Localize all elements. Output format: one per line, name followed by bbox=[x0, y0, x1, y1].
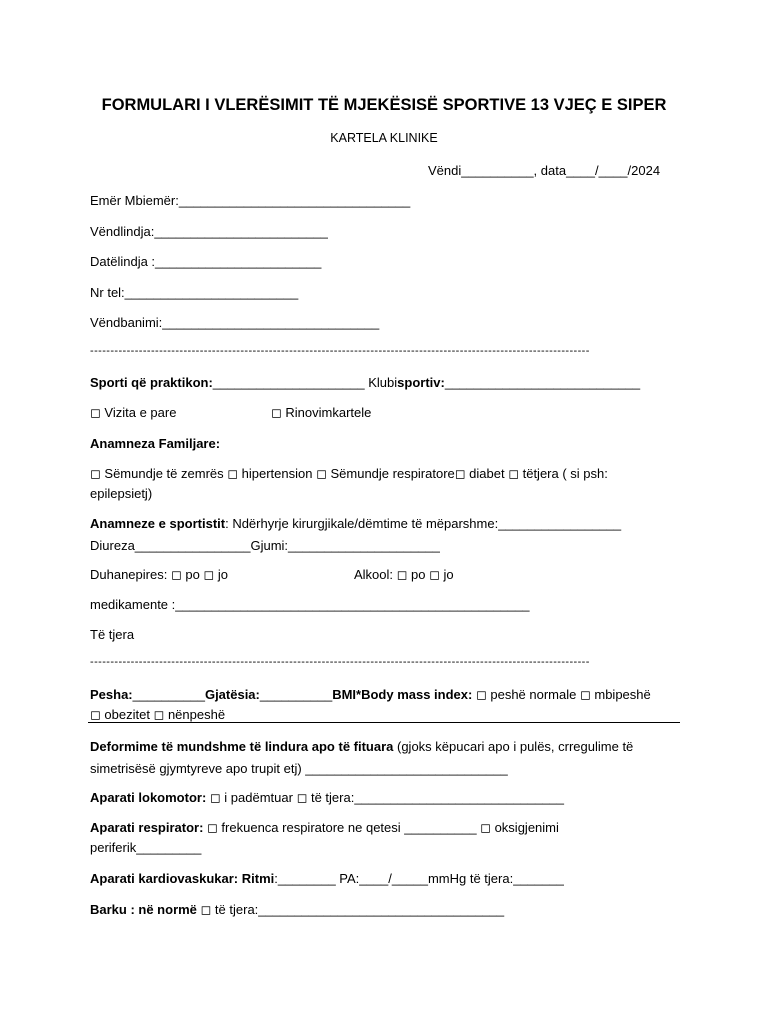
cardio-fields[interactable]: :________ PA:____/_____mmHg të tjera:_______ bbox=[274, 871, 564, 886]
respiratory-line bbox=[90, 819, 559, 836]
weight-blank[interactable]: __________ bbox=[132, 687, 205, 702]
locomotor-label: Aparati lokomotor: bbox=[90, 790, 207, 805]
locomotor-line bbox=[90, 789, 564, 806]
cardio-line bbox=[90, 870, 564, 887]
weight-label: Pesha: bbox=[90, 687, 133, 702]
first-visit-checkbox[interactable]: ◻ Vizita e pare bbox=[90, 405, 177, 420]
place-date-line: Vëndi__________, data____/____/2024 bbox=[428, 163, 661, 178]
abdomen-line bbox=[90, 901, 504, 918]
sport-label: Sporti që praktikon: bbox=[90, 375, 213, 390]
alcohol-checkboxes[interactable]: Alkool: ◻ po ◻ jo bbox=[354, 567, 454, 582]
abdomen-options[interactable]: ◻ të tjera:__________________________________ bbox=[196, 902, 505, 917]
other-line: Të tjera bbox=[90, 627, 135, 642]
separator-line: --------------------------------------------------------------------------------------------------------------------------- bbox=[90, 345, 590, 357]
phone-line[interactable]: Nr tel:________________________ bbox=[90, 285, 299, 300]
cardio-label: Aparati kardiovaskukar: Ritmi bbox=[90, 871, 275, 886]
abdomen-label: Barku : në normë bbox=[90, 902, 197, 917]
name-label: Emër Mbiemër: bbox=[90, 193, 179, 208]
height-label: Gjatësia: bbox=[204, 687, 260, 702]
diuresis-sleep-line[interactable]: Diureza________________Gjumi:_____________________ bbox=[90, 538, 440, 553]
name-line bbox=[90, 192, 410, 209]
smoking-checkboxes[interactable]: Duhanepires: ◻ po ◻ jo bbox=[90, 567, 228, 582]
bmi-options-cont[interactable]: ◻ obezitet ◻ nënpeshë bbox=[90, 707, 226, 722]
athlete-history-line bbox=[90, 515, 621, 532]
deformity-desc: (gjoks këpucari apo i pulës, crregulime të bbox=[393, 739, 634, 754]
respiratory-cont[interactable]: periferik_________ bbox=[90, 840, 202, 855]
family-history-options[interactable]: ◻ Sëmundje të zemrës ◻ hipertension ◻ Sëmundje respiratore◻ diabet ◻ tëtjera ( si psh: bbox=[90, 466, 608, 481]
respiratory-options[interactable]: ◻ frekuenca respiratore ne qetesi __________ ◻ oksigjenimi bbox=[203, 820, 559, 835]
bmi-options[interactable]: ◻ peshë normale ◻ mbipeshë bbox=[472, 687, 651, 702]
surgery-field[interactable]: : Ndërhyrje kirurgjikale/dëmtime të mëparshme:_________________ bbox=[225, 516, 622, 531]
respiratory-label: Aparati respirator: bbox=[90, 820, 204, 835]
sport-line bbox=[90, 374, 640, 391]
bmi-label: BMI*Body mass index: bbox=[332, 687, 473, 702]
club-label: Klubi bbox=[364, 375, 398, 390]
renew-card-checkbox[interactable]: ◻ Rinovimkartele bbox=[271, 405, 372, 420]
family-history-heading: Anamneza Familjare: bbox=[90, 436, 221, 451]
form-subtitle: KARTELA KLINIKE bbox=[330, 131, 438, 145]
locomotor-options[interactable]: ◻ i padëmtuar ◻ të tjera:_____________________________ bbox=[206, 790, 564, 805]
family-history-options-cont: epilepsietj) bbox=[90, 486, 153, 501]
height-blank[interactable]: __________ bbox=[259, 687, 333, 702]
club-blank[interactable]: ___________________________ bbox=[444, 375, 641, 390]
deformity-line bbox=[90, 738, 633, 755]
medication-line[interactable]: medikamente :_________________________________________________ bbox=[90, 597, 530, 612]
birthplace-line[interactable]: Vëndlindja:________________________ bbox=[90, 224, 328, 239]
name-blank[interactable]: ________________________________ bbox=[178, 193, 411, 208]
residence-line[interactable]: Vëndbanimi:______________________________ bbox=[90, 315, 380, 330]
separator-line-2: --------------------------------------------------------------------------------------------------------------------------- bbox=[90, 656, 590, 668]
deformity-heading: Deformime të mundshme të lindura apo të fituara bbox=[90, 739, 394, 754]
athlete-history-heading: Anamneze e sportistit bbox=[90, 516, 226, 531]
sport-blank[interactable]: _____________________ bbox=[212, 375, 365, 390]
body-measure-line bbox=[90, 686, 651, 703]
deformity-field[interactable]: simetrisësë gjymtyreve apo trupit etj) ____________________________ bbox=[90, 761, 508, 776]
birthdate-line[interactable]: Datëlindja :_______________________ bbox=[90, 254, 322, 269]
club-label-bold: sportiv: bbox=[397, 375, 445, 390]
horizontal-rule bbox=[88, 722, 680, 723]
form-title: FORMULARI I VLERËSIMIT TË MJEKËSISË SPORTIVE 13 VJEÇ E SIPER bbox=[101, 96, 667, 114]
